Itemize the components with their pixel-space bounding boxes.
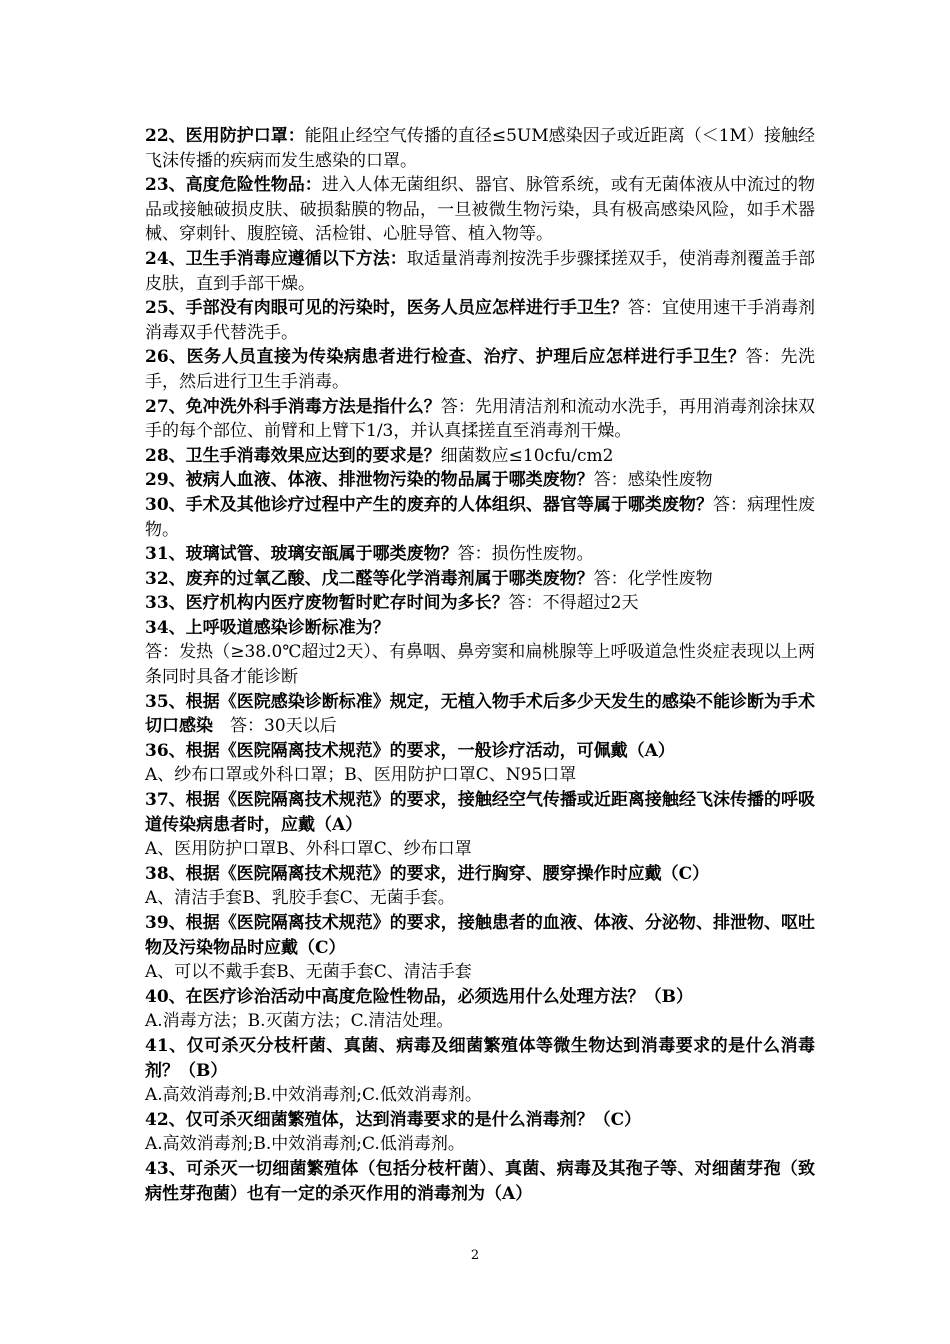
answer-text: 答：发热（≥38.0℃超过2天）、有鼻咽、鼻旁窦和扁桃腺等上呼吸道急性炎症表现以上两条同时具备才能诊断 <box>145 642 815 688</box>
answer-text: 取适量消毒剂按洗手步骤揉搓双手，使消毒剂覆盖手部皮肤，直到手部干燥。 <box>145 248 815 294</box>
question-label: 29、被病人血液、体液、排泄物污染的物品属于哪类废物？ <box>145 470 594 491</box>
question-label: 28、卫生手消毒效果应达到的要求是？ <box>145 445 441 466</box>
question-label: 25、手部没有肉眼可见的污染时，医务人员应怎样进行手卫生？ <box>145 298 628 319</box>
question-label: 26、医务人员直接为传染病患者进行检查、治疗、护理后应怎样进行手卫生？ <box>145 347 746 368</box>
question-label: 30、手术及其他诊疗过程中产生的废弃的人体组织、器官等属于哪类废物？ <box>145 494 713 515</box>
paragraph <box>145 542 815 567</box>
question-label: 37、根据《医院隔离技术规范》的要求，接触经空气传播或近距离接触经飞沫传播的呼吸道传染病患者时，应戴（A） <box>145 790 815 835</box>
paragraph <box>145 886 815 911</box>
paragraph <box>145 763 815 788</box>
question-label: 32、废弃的过氧乙酸、戊二醛等化学消毒剂属于哪类废物？ <box>145 568 594 589</box>
question-label: 23、高度危险性物品： <box>145 175 322 196</box>
paragraph <box>145 567 815 592</box>
question-label: 35、根据《医院感染诊断标准》规定，无植入物手术后多少天发生的感染不能诊断为手术切口感染 <box>145 691 815 737</box>
paragraph <box>145 1034 815 1083</box>
answer-text: 答：宜使用速干手消毒剂消毒双手代替洗手。 <box>145 298 816 343</box>
paragraph <box>145 1083 815 1108</box>
question-label: 38、根据《医院隔离技术规范》的要求，进行胸穿、腰穿操作时应戴（C） <box>145 863 710 884</box>
question-label: 31、玻璃试管、玻璃安瓿属于哪类废物？ <box>145 544 458 565</box>
paragraph <box>145 1132 815 1157</box>
page-content <box>145 124 815 1206</box>
paragraph <box>145 739 815 764</box>
answer-text: 答：化学性废物 <box>593 568 713 589</box>
paragraph <box>145 1009 815 1034</box>
question-label: 34、上呼吸道感染诊断标准为？ <box>145 617 390 638</box>
question-label: 33、医疗机构内医疗废物暂时贮存时间为多长？ <box>145 593 509 614</box>
answer-text: A、清洁手套B、乳胶手套C、无菌手套。 <box>145 888 455 909</box>
question-label: 39、根据《医院隔离技术规范》的要求，接触患者的血液、体液、分泌物、排泄物、呕吐物及污染物品时应戴（C） <box>145 913 815 958</box>
paragraph <box>145 444 815 469</box>
paragraph <box>145 173 815 247</box>
question-label: 36、根据《医院隔离技术规范》的要求，一般诊疗活动，可佩戴（A） <box>145 740 675 761</box>
answer-text: A.高效消毒剂;B.中效消毒剂;C.低消毒剂。 <box>145 1134 465 1155</box>
answer-text: A.高效消毒剂;B.中效消毒剂;C.低效消毒剂。 <box>145 1085 482 1106</box>
paragraph <box>145 985 815 1010</box>
paragraph <box>145 345 815 394</box>
answer-text: 答：病理性废物。 <box>145 494 816 540</box>
paragraph <box>145 837 815 862</box>
paragraph <box>145 862 815 887</box>
paragraph <box>145 1108 815 1133</box>
answer-text: 能阻止经空气传播的直径≤5UM感染因子或近距离（＜1M）接触经飞沫传播的疾病而发生感染的口罩。 <box>145 126 815 171</box>
paragraph <box>145 690 815 739</box>
answer-text: 进入人体无菌组织、器官、脉管系统，或有无菌体液从中流过的物品或接触破损皮肤、破损黏膜的物品，一旦被微生物污染，具有极高感染风险，如手术器械、穿刺针、腹腔镜、活检钳、心脏导管、植入物等。 <box>145 175 815 245</box>
answer-text: A、医用防护口罩B、外科口罩C、纱布口罩 <box>145 839 472 860</box>
answer-text: 答：不得超过2天 <box>508 593 639 614</box>
answer-text: A.消毒方法；B.灭菌方法；C.清洁处理。 <box>145 1011 454 1032</box>
question-label: 43、可杀灭一切细菌繁殖体（包括分枝杆菌）、真菌、病毒及其孢子等、对细菌芽孢（致病性芽孢菌）也有一定的杀灭作用的消毒剂为（A） <box>145 1158 815 1204</box>
answer-text: 答：30天以后 <box>213 716 337 737</box>
paragraph <box>145 640 815 689</box>
paragraph <box>145 493 815 542</box>
paragraph <box>145 616 815 641</box>
question-label: 24、卫生手消毒应遵循以下方法： <box>145 248 407 269</box>
answer-text: 答：损伤性废物。 <box>457 544 594 565</box>
page-number: 2 <box>470 1248 480 1263</box>
paragraph <box>145 247 815 296</box>
answer-text: 细菌数应≤10cfu/cm2 <box>440 445 614 466</box>
paragraph <box>145 296 815 345</box>
paragraph <box>145 1157 815 1206</box>
question-label: 40、在医疗诊治活动中高度危险性物品，必须选用什么处理方法？（B） <box>145 986 694 1007</box>
paragraph <box>145 591 815 616</box>
paragraph <box>145 395 815 444</box>
answer-text: 答：感染性废物 <box>593 470 713 491</box>
answer-text: 答：先用清洁剂和流动水洗手，再用消毒剂涂抹双手的每个部位、前臂和上臂下1/3，并认真揉搓直至消毒剂干燥。 <box>145 396 815 442</box>
answer-text: 答：先洗手，然后进行卫生手消毒。 <box>145 347 815 392</box>
answer-text: A、纱布口罩或外科口罩；B、医用防护口罩C、N95口罩 <box>145 765 577 786</box>
paragraph <box>145 788 815 837</box>
question-label: 42、仅可杀灭细菌繁殖体，达到消毒要求的是什么消毒剂？（C） <box>145 1109 642 1130</box>
paragraph <box>145 911 815 960</box>
question-label: 27、免冲洗外科手消毒方法是指什么？ <box>145 396 441 417</box>
question-label: 22、医用防护口罩： <box>145 126 305 146</box>
paragraph <box>145 468 815 493</box>
question-label: 41、仅可杀灭分枝杆菌、真菌、病毒及细菌繁殖体等微生物达到消毒要求的是什么消毒剂？（B） <box>145 1035 815 1081</box>
paragraph <box>145 124 815 173</box>
answer-text: A、可以不戴手套B、无菌手套C、清洁手套 <box>145 962 472 983</box>
paragraph <box>145 960 815 985</box>
